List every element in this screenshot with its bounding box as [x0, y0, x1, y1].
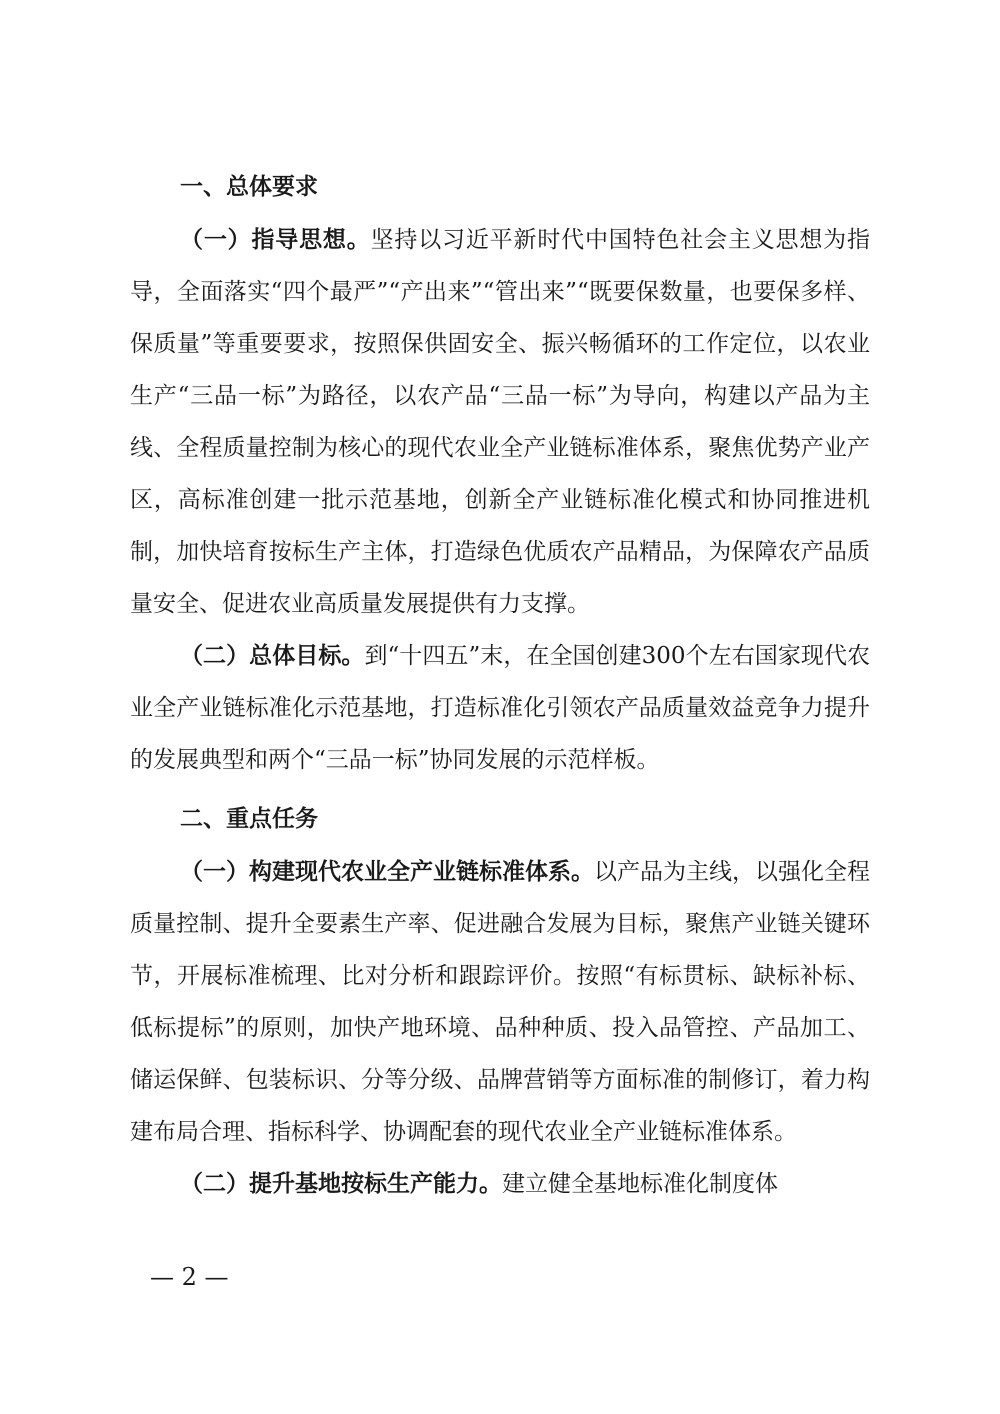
section-heading-key-tasks: 二、重点任务 [180, 806, 318, 832]
paragraph-title: （二）总体目标。 [180, 643, 365, 669]
paragraph-title: （二）提升基地按标生产能力。 [180, 1171, 502, 1197]
document-body [130, 164, 870, 1210]
paragraph-body: 以产品为主线，以强化全程质量控制、提升全要素生产率、促进融合发展为目标，聚焦产业链关键环节，开展标准梳理、比对分析和跟踪评价。按照“有标贯标、缺标补标、低标提标”的原则，加快产地环境、品种种质、投入品管控、产品加工、储运保鲜、包装标识、分等分级、品牌营销等方面标准的制修订，着力构建布局合理、指标科学、协调配套的现代农业全产业链标准体系。 [130, 859, 870, 1145]
paragraph-title: （一）指导思想。 [180, 227, 371, 253]
page-number: — 2 — [150, 1263, 229, 1291]
paragraph-standard-system [130, 846, 870, 1158]
paragraph-body: 建立健全基地标准化制度体 [502, 1171, 778, 1197]
paragraph-body: 到“十四五”末，在全国创建300个左右国家现代农业全产业链标准化示范基地，打造标准化引领农产品质量效益竞争力提升的发展典型和两个“三品一标”协同发展的示范样板。 [130, 643, 870, 773]
paragraph-body: 坚持以习近平新时代中国特色社会主义思想为指导，全面落实“四个最严”“产出来”“管出来”“既要保数量，也要保多样、保质量”等重要要求，按照保供固安全、振兴畅循环的工作定位，以农业生产“三品一标”为路径，以农产品“三品一标”为导向，构建以产品为主线、全程质量控制为核心的现代农业全产业链标准体系，聚焦优势产业产区，高标准创建一批示范基地，创新全产业链标准化模式和协同推进机制，加快培育按标生产主体，打造绿色优质农产品精品，为保障农产品质量安全、促进农业高质量发展提供有力支撑。 [130, 227, 871, 617]
paragraph-overall-goal [130, 630, 870, 786]
paragraph-title: （一）构建现代农业全产业链标准体系。 [180, 859, 594, 885]
paragraph-base-production [130, 1158, 870, 1210]
section-heading-general-requirements: 一、总体要求 [180, 174, 318, 200]
paragraph-guiding-ideology [130, 214, 870, 630]
